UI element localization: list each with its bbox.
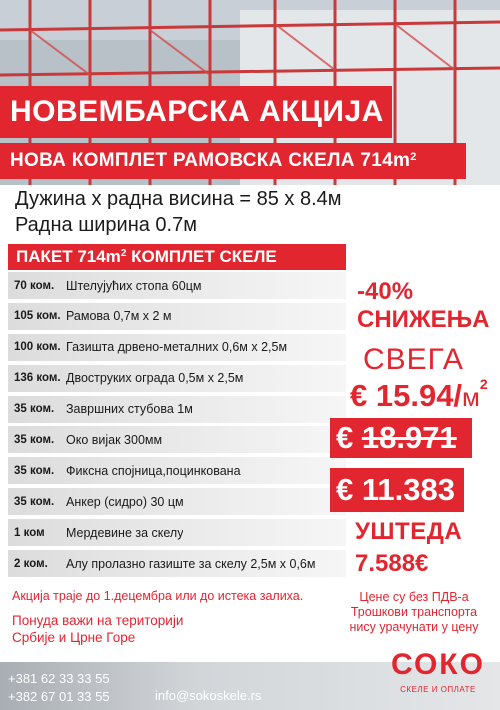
package-title-sup: 2	[120, 248, 127, 259]
promo-subtitle	[0, 143, 466, 179]
phone-link-me[interactable]: +382 67 01 33 55	[8, 689, 110, 704]
validity-note: Акција траје до 1.децембра или до истека залиха.	[12, 589, 304, 603]
list-item	[8, 426, 346, 453]
vat-note-line-3: нису урачунати у цену	[349, 620, 479, 634]
package-title-main: ПАКЕТ 714m	[16, 247, 121, 266]
discount-label: СНИЖЕЊА	[357, 306, 490, 333]
price-per-m2-value: € 15.94/	[350, 378, 463, 413]
item-desc: Анкер (сидро) 30 цм	[66, 494, 184, 509]
territory-line-2: Србије и Црне Горе	[12, 630, 136, 645]
dimensions-line-1: Дужина x радна висина = 85 x 8.4м	[15, 188, 342, 210]
list-item	[8, 457, 346, 484]
item-desc: Штелујућих стопа 60цм	[66, 278, 202, 293]
item-qty: 2 ком.	[14, 557, 48, 570]
old-price-value: 18.971	[361, 420, 457, 455]
savings-label: УШТЕДА	[355, 518, 463, 545]
list-item	[8, 396, 346, 423]
promo-subtitle-sup: 2	[410, 151, 417, 163]
item-desc: Двоструких ограда 0,5м x 2,5м	[66, 371, 244, 386]
dimensions-line-2: Радна ширина 0.7м	[15, 214, 197, 236]
list-item	[8, 488, 346, 515]
promo-subtitle-text: НОВА КОМПЛЕТ РАМОВСКА СКЕЛА 714m	[10, 150, 411, 171]
logo-word: СОКО	[391, 648, 485, 681]
item-desc: Фиксна спојница,поцинкована	[66, 463, 241, 478]
price-per-m2	[350, 378, 488, 414]
savings-value: 7.588€	[355, 550, 429, 577]
price-per-m2-sup: 2	[479, 376, 488, 392]
price-per-m2-unit: м	[462, 382, 480, 412]
item-desc: Рамова 0,7м x 2 м	[66, 309, 172, 324]
list-item	[8, 365, 346, 392]
list-item	[8, 519, 346, 546]
territory-note	[12, 612, 183, 646]
vat-note-line-2: Трошкови транспорта	[350, 605, 478, 619]
territory-line-1: Понуда важи на територији	[12, 613, 184, 628]
phone-list	[8, 670, 110, 706]
item-qty: 100 ком.	[14, 341, 61, 354]
list-item	[8, 272, 346, 299]
item-qty: 1 ком	[14, 526, 45, 539]
email-link[interactable]: info@sokoskele.rs	[155, 688, 262, 703]
vat-note-line-1: Цене су без ПДВ-а	[359, 590, 469, 604]
old-price-currency: €	[336, 420, 362, 455]
list-item	[8, 550, 346, 577]
new-price-badge: € 11.383	[330, 468, 464, 512]
item-qty: 35 ком.	[14, 464, 55, 477]
vat-notes	[330, 590, 498, 635]
item-qty: 70 ком.	[14, 279, 55, 292]
discount-percent: -40%	[357, 278, 414, 305]
package-title-rest: КОМПЛЕТ СКЕЛЕ	[126, 247, 277, 266]
item-desc: Алу пролазно газиште за скелу 2,5м x 0,6м	[66, 556, 316, 571]
dimensions-block	[15, 186, 342, 238]
package-header	[8, 244, 346, 270]
item-desc: Завршних стубова 1м	[66, 402, 193, 417]
only-label: СВЕГА	[363, 343, 464, 376]
hero-image	[0, 0, 500, 185]
promo-title: НОВЕМБАРСКА АКЦИЈА	[0, 86, 392, 138]
item-desc: Око вијак 300мм	[66, 432, 163, 447]
brand-logo	[382, 648, 494, 706]
phone-link-rs[interactable]: +381 62 33 33 55	[8, 671, 110, 686]
logo-tagline: СКЕЛЕ И ОПЛАТЕ	[400, 685, 476, 694]
item-qty: 35 ком.	[14, 495, 55, 508]
item-qty: 35 ком.	[14, 403, 55, 416]
package-list	[8, 272, 346, 581]
list-item	[8, 303, 346, 330]
item-desc: Мердевине за скелу	[66, 525, 184, 540]
item-qty: 35 ком.	[14, 433, 55, 446]
item-qty: 105 ком.	[14, 310, 61, 323]
item-desc: Газишта дрвено-металних 0,6м x 2,5м	[66, 340, 288, 355]
item-qty: 136 ком.	[14, 372, 61, 385]
old-price-badge	[330, 418, 472, 458]
list-item	[8, 334, 346, 361]
